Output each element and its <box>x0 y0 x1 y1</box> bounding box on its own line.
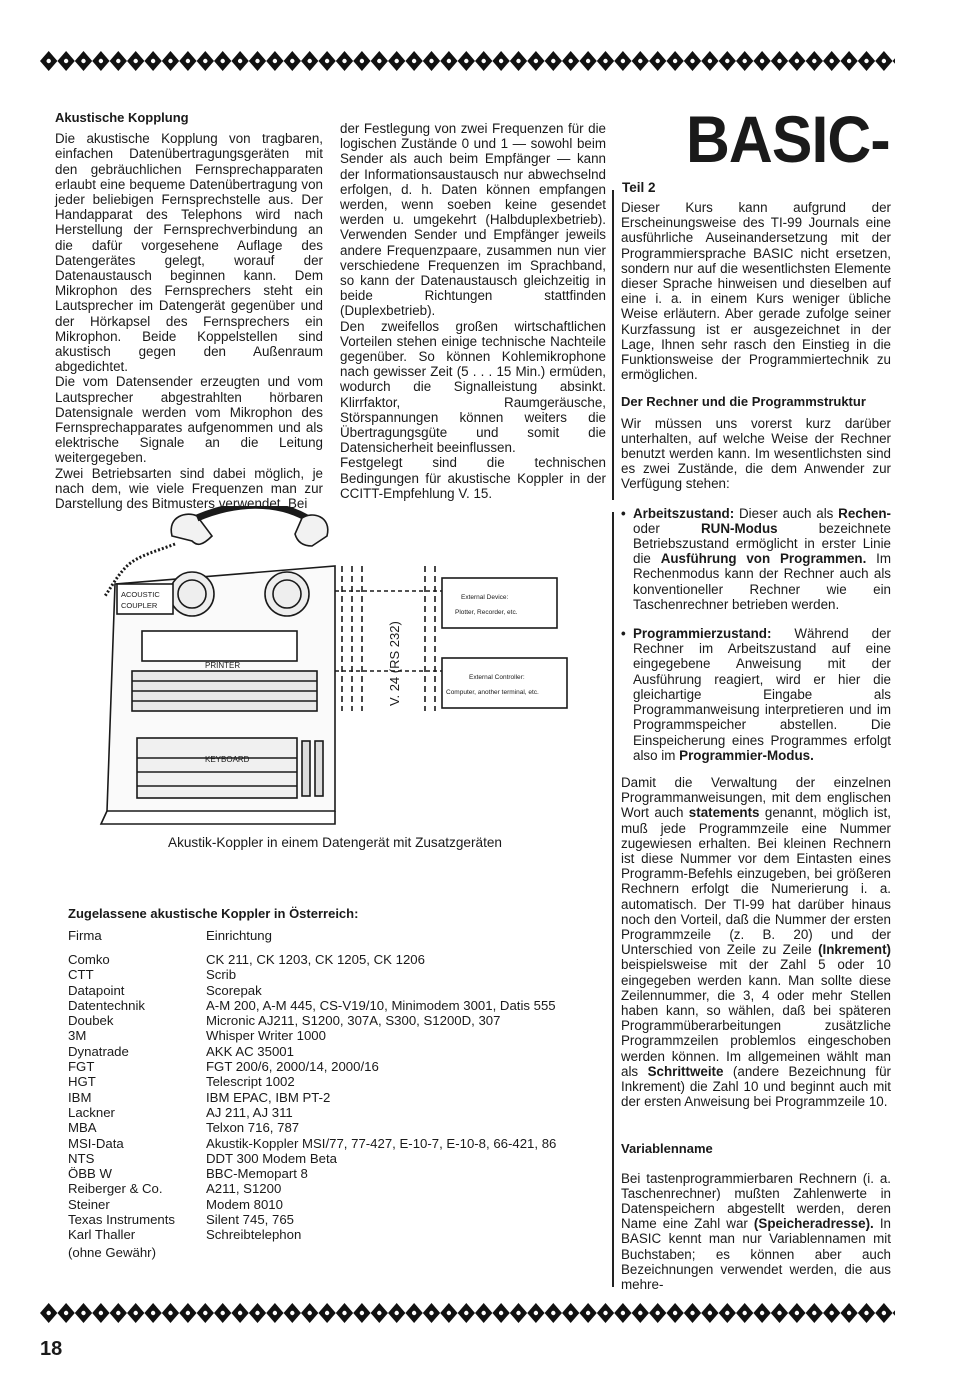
cell-einrichtung: FGT 200/6, 2000/14, 2000/16 <box>206 1059 379 1075</box>
diamond-ornament-center <box>464 59 468 63</box>
table-row <box>68 998 588 1013</box>
diamond-ornament-center <box>725 1311 729 1315</box>
left-column <box>55 110 323 511</box>
diamond-ornament-center <box>47 1311 51 1315</box>
external-controller-box <box>442 658 567 708</box>
cell-firma: Datentechnik <box>68 997 145 1013</box>
table-row <box>68 1136 588 1151</box>
cell-firma: Steiner <box>68 1196 110 1212</box>
diamond-ornament-center <box>812 59 816 63</box>
table-row <box>68 967 588 982</box>
cell-firma: Datapoint <box>68 982 125 998</box>
cell-firma: Dynatrade <box>68 1043 129 1059</box>
diamond-ornament-center <box>569 1311 573 1315</box>
diamond-ornament-center <box>308 1311 312 1315</box>
cell-einrichtung: Telxon 716, 787 <box>206 1120 300 1136</box>
article-title: BASIC- <box>686 102 890 176</box>
diamond-ornament-center <box>795 59 799 63</box>
cell-firma: Doubek <box>68 1013 114 1029</box>
bullet-dot: • <box>621 505 626 521</box>
right-para3: Bei tastenprogrammierbaren Rechnern (i. a. Taschenrechner) mußten Zahlenwerte in Datenspeichern abgestellt werden, deren Name eine Zahl war (Speicheradresse). In BASIC kennt man nur Variablennamen mit Buchstaben; es können aber auch Bezeichnungen verwendet werden, die aus mehre- <box>621 1170 891 1292</box>
diamond-ornament-center <box>743 59 747 63</box>
diamond-ornament-center <box>395 59 399 63</box>
diamond-ornament-center <box>238 1311 242 1315</box>
diamond-ornament-center <box>864 1311 868 1315</box>
diamond-ornament-center <box>308 59 312 63</box>
cell-einrichtung: AJ 211, AJ 311 <box>206 1104 293 1120</box>
diamond-ornament-center <box>395 1311 399 1315</box>
table-header-row <box>68 928 588 952</box>
device-base <box>101 811 335 824</box>
cell-einrichtung: IBM EPAC, IBM PT-2 <box>206 1089 331 1105</box>
acoustic-label: ACOUSTIC <box>121 590 160 599</box>
diamond-ornament-center <box>168 59 172 63</box>
diamond-ornament-center <box>882 1311 886 1315</box>
table-row <box>68 1197 588 1212</box>
diamond-ornament-center <box>64 59 68 63</box>
table-row <box>68 983 588 998</box>
diamond-ornament-center <box>760 1311 764 1315</box>
diamond-ornament-center <box>221 59 225 63</box>
right-para2: Damit die Verwaltung der einzelnen Programmanweisungen, mit dem englischen Wort auch statements genannt, möglich ist, muß jede Programmzeile eine Nummer zugewiesen erhalten. Bei kleinen Rechnern ist diese Nummer vor dem Eintasten eines Programm-Befehls einzugeben, bei größeren Rechnern erfolgt die Numerierung i. a. automatisch. Der TI-99 hat darüber hinaus noch den Vorteil, daß die Nummer der ersten Programmzeile (z. B. 20) und der Unterschied von Zeile zu Zeile (Inkrement) beispielsweise mit der Zahl 5 oder 10 eingegeben werden kann. Man sollte diese Zeilennummer, die 3, 4 oder mehr Stellen haben kann, so wählen, daß bei späteren Programmüberarbeitungen zusätzliche Programmzeilen problemlos eingeschoben werden können. Im allgemeinen wählt man als Schrittweite (andere Bezeichnung für Inkrement) die Zahl 10 und beginnt auch mit der ersten Anweisung bei Programmzeile 10. <box>621 774 891 1110</box>
diamond-ornament-center <box>290 1311 294 1315</box>
diamond-ornament-center <box>134 1311 138 1315</box>
diamond-ornament-center <box>621 59 625 63</box>
table-row <box>68 1181 588 1196</box>
printer-label: PRINTER <box>205 661 241 670</box>
diamond-ornament-center <box>290 59 294 63</box>
diamond-ornament-center <box>690 1311 694 1315</box>
diamond-ornament-center <box>168 1311 172 1315</box>
diamond-ornament-center <box>186 59 190 63</box>
diamond-ornament-center <box>847 1311 851 1315</box>
vertical-rule-top <box>612 190 614 500</box>
diamond-ornament-center <box>64 1311 68 1315</box>
diamond-ornament-center <box>603 1311 607 1315</box>
diamond-ornament-center <box>534 59 538 63</box>
table-row <box>68 1013 588 1028</box>
diamond-ornament-center <box>238 59 242 63</box>
diamond-ornament-center <box>777 59 781 63</box>
diamond-ornament-center <box>656 59 660 63</box>
ext-controller-line2: Computer, another terminal, etc. <box>446 689 539 696</box>
diamond-ornament-center <box>447 1311 451 1315</box>
diamond-ornament-center <box>586 1311 590 1315</box>
cell-einrichtung: Modem 8010 <box>206 1196 283 1212</box>
bullet-text: Programmierzustand: Während der Rechner im Arbeitszustand auf eine eingegebene Anweisung mit der Ausführung reagiert, wird er hier die gleichartige Eingabe als Programmanweisung interpretieren und im Programmspeicher abstellen. Die Einspeicherung eines Programmes erfolgt also im Programmier-Modus. <box>633 626 891 763</box>
cell-firma: Comko <box>68 952 110 967</box>
diamond-ornament-center <box>638 1311 642 1315</box>
diamond-ornament <box>893 1303 895 1323</box>
diamond-ornament-center <box>273 1311 277 1315</box>
diamond-ornament-center <box>412 59 416 63</box>
cell-firma: Texas Instruments <box>68 1212 176 1228</box>
coupler-diagram <box>97 506 583 831</box>
diamond-ornament-center <box>81 59 85 63</box>
diamond-ornament-center <box>151 1311 155 1315</box>
cell-einrichtung: Telescript 1002 <box>206 1074 295 1090</box>
coupler-table <box>68 928 588 1243</box>
diamond-ornament-center <box>708 1311 712 1315</box>
diamond-ornament-center <box>516 59 520 63</box>
diamond-ornament-center <box>690 59 694 63</box>
table-row <box>68 952 588 967</box>
table-row <box>68 1105 588 1120</box>
cell-einrichtung: CK 211, CK 1203, CK 1205, CK 1206 <box>206 952 425 967</box>
diamond-ornament-center <box>708 59 712 63</box>
diamond-ornament-center <box>864 59 868 63</box>
diamond-ornament-center <box>99 1311 103 1315</box>
diamond-ornament-center <box>47 59 51 63</box>
diamond-ornament-center <box>516 1311 520 1315</box>
diamond-ornament-center <box>830 59 834 63</box>
diamond-ornament-center <box>743 1311 747 1315</box>
diamond-ornament-center <box>203 59 207 63</box>
right-intro: Dieser Kurs kann aufgrund der Erscheinungsweise des TI-99 Journals eine ausführliche Auseinandersetzung mit der Programmiersprache BASIC nicht ersetzen, sondern nur auf die wesentlichsten Elemente dieser Sprache hinweisen und dieselben auf eine i. a. in einem Kurs weniger übliche Weise erläutern. Aber gerade zufolge seiner Kurzfassung ist er ausgezeichnet in der Lage, Ihnen sehr rasch den Einstieg in die Funktionsweise der Programmiertechnik zu ermöglichen. <box>621 200 891 383</box>
table-row <box>68 1166 588 1181</box>
diamond-ornament-center <box>81 1311 85 1315</box>
bullet-dot: • <box>621 626 626 642</box>
diamond-ornament-center <box>586 59 590 63</box>
cell-firma: Karl Thaller <box>68 1227 136 1243</box>
header-firma: Firma <box>68 928 102 943</box>
table-row <box>68 1059 588 1074</box>
diamond-ornament-center <box>725 59 729 63</box>
diamond-ornament-center <box>830 1311 834 1315</box>
ext-device-line1: External Device: <box>461 594 509 601</box>
diamond-ornament-center <box>116 1311 120 1315</box>
right-para1: Wir müssen uns vorerst kurz darüber unterhalten, auf welche Weise der Rechner benutzt werden kann. Im wesentlichsten sind es zwei Zustände, die dem Anwender zur Verfügung stehen: <box>621 415 891 492</box>
bullet-programmierzustand <box>621 626 891 763</box>
diamond-ornament-center <box>342 1311 346 1315</box>
coupler-cup-right <box>265 572 309 616</box>
diamond-ornament-center <box>464 1311 468 1315</box>
diamond-ornament-center <box>429 59 433 63</box>
bullet-arbeitszustand <box>621 506 891 612</box>
diamond-ornament-center <box>203 1311 207 1315</box>
diamond-pattern-top <box>40 50 895 72</box>
diamond-ornament-center <box>134 59 138 63</box>
diamond-ornament-center <box>116 59 120 63</box>
v24-label: V. 24 (RS 232) <box>387 621 402 706</box>
ext-device-line2: Plotter, Recorder, etc. <box>455 609 518 616</box>
diamond-ornament-center <box>221 1311 225 1315</box>
cell-einrichtung: Whisper Writer 1000 <box>206 1028 326 1044</box>
cell-firma: FGT <box>68 1059 95 1075</box>
bullet-text: Arbeitszustand: Dieser auch als Rechen- oder RUN-Modus bezeichnete Betriebszustand ermöglicht in erster Linie die Ausführung von Programmen. Im Rechenmodus kann der Rechner auch als konventioneller Rechner wie ein Taschenrechner betrieben werden. <box>633 505 891 612</box>
table-row <box>68 1028 588 1043</box>
diamond-ornament-center <box>429 1311 433 1315</box>
diamond-ornament-center <box>499 1311 503 1315</box>
page-number: 18 <box>40 1338 63 1360</box>
header-einrichtung: Einrichtung <box>206 928 272 943</box>
table-row <box>68 1227 588 1242</box>
right-heading-rechner: Der Rechner und die Programmstruktur <box>621 394 866 410</box>
cell-einrichtung: AKK AC 35001 <box>206 1043 294 1059</box>
keyboard-label: KEYBOARD <box>205 755 250 764</box>
cell-einrichtung: BBC-Memopart 8 <box>206 1166 308 1182</box>
table-title: Zugelassene akustische Koppler in Österreich: <box>68 906 359 921</box>
diamond-ornament-center <box>551 1311 555 1315</box>
diamond-ornament-center <box>255 59 259 63</box>
diamond-ornament-center <box>186 1311 190 1315</box>
diamond-ornament-center <box>412 1311 416 1315</box>
diamond-ornament-center <box>482 59 486 63</box>
table-row <box>68 1074 588 1089</box>
cell-firma: MSI-Data <box>68 1135 124 1151</box>
cell-firma: CTT <box>68 967 94 983</box>
cell-einrichtung: Scrib <box>206 967 237 983</box>
left-heading: Akustische Kopplung <box>55 110 189 125</box>
cell-einrichtung: Scorepak <box>206 982 262 998</box>
cell-firma: Reiberger & Co. <box>68 1181 163 1197</box>
figure-caption: Akustik-Koppler in einem Datengerät mit Zusatzgeräten <box>168 835 502 850</box>
top-diamond-border <box>40 50 895 72</box>
diamond-ornament-center <box>760 59 764 63</box>
cell-einrichtung: DDT 300 Modem Beta <box>206 1150 337 1166</box>
diamond-ornament-center <box>882 59 886 63</box>
ext-controller-line1: External Controller: <box>469 674 525 681</box>
diamond-ornament-center <box>360 59 364 63</box>
table-row <box>68 1090 588 1105</box>
diamond-ornament-center <box>603 59 607 63</box>
handset-bar <box>197 506 307 518</box>
diamond-ornament-center <box>673 1311 677 1315</box>
coupler-cup-left <box>170 572 214 616</box>
article-subtitle: Teil 2 <box>622 180 656 195</box>
diamond-ornament-center <box>325 59 329 63</box>
cell-einrichtung: Schreibtelephon <box>206 1227 302 1243</box>
diamond-ornament-center <box>377 59 381 63</box>
diamond-ornament-center <box>569 59 573 63</box>
diamond-ornament-center <box>638 59 642 63</box>
diamond-ornament-center <box>656 1311 660 1315</box>
cell-einrichtung: Akustik-Koppler MSI/77, 77-427, E-10-7, E-10-8, 66-421, 86 <box>206 1135 557 1151</box>
diamond-ornament-center <box>360 1311 364 1315</box>
cell-firma: 3M <box>68 1028 87 1044</box>
cell-firma: ÖBB W <box>68 1166 112 1182</box>
middle-body: der Festlegung von zwei Frequenzen für die logischen Zustände 0 und 1 — sowohl beim Sender als auch beim Empfänger — kann der Informationsaustausch nur abwechselnd erfolgen, d. h. Daten können empfangen werden, wenn soeben keine gesendet werden u. umgekehrt (Halbduplexbetrieb). Verwenden Sender und Empfänger jeweils andere Frequenzpaare, zusammen nun vier verschiedene Frequenzen im Sprachband, so kann der Datenaustausch gleichzeitig in beide Richtungen stattfinden (Duplexbetrieb). Den zweifellos großen wirtschaftlichen Vorteilen stehen einige technische Nachteile gegenüber. So können Kohlemikrophone nach gewisser Zeit (5 . . . 15 Min.) ermüden, wodurch die Signalleistung absinkt. Klirrfaktor, Raumgeräusche, Störspannungen können weiters die Übertragungsgüte und somit die Datensicherheit beeinflussen. Festgelegt sind die technischen Bedingungen für akustische Koppler in der CCITT-Empfehlung V. 15. <box>340 121 606 501</box>
handset-left-cup <box>171 514 212 544</box>
diamond-ornament-center <box>482 1311 486 1315</box>
diamond-ornament-center <box>447 59 451 63</box>
keyboard-block <box>137 738 297 798</box>
diamond-ornament-center <box>673 59 677 63</box>
diamond-ornament-center <box>255 1311 259 1315</box>
right-heading-variablenname: Variablenname <box>621 1141 713 1157</box>
table-row <box>68 1120 588 1135</box>
table-row <box>68 1044 588 1059</box>
vertical-rule-bottom <box>612 512 614 1287</box>
diamond-ornament-center <box>795 1311 799 1315</box>
diamond-ornament-center <box>621 1311 625 1315</box>
cell-firma: Lackner <box>68 1104 115 1120</box>
right-column <box>621 200 891 1292</box>
cell-firma: NTS <box>68 1150 95 1166</box>
diamond-ornament-center <box>812 1311 816 1315</box>
cell-einrichtung: A-M 200, A-M 445, CS-V19/10, Minimodem 3001, Datis 555 <box>206 997 556 1013</box>
cell-firma: MBA <box>68 1120 97 1136</box>
cell-einrichtung: Silent 745, 765 <box>206 1212 294 1228</box>
middle-column <box>340 121 606 501</box>
external-device-box <box>442 578 557 628</box>
diamond-ornament-center <box>551 59 555 63</box>
cell-firma: IBM <box>68 1089 92 1105</box>
diamond-ornament-center <box>777 1311 781 1315</box>
coupler-illustration <box>97 506 583 831</box>
diamond-ornament-center <box>534 1311 538 1315</box>
cell-einrichtung: A211, S1200 <box>206 1181 282 1197</box>
diamond-ornament-center <box>325 1311 329 1315</box>
diamond-pattern-bottom <box>40 1302 895 1324</box>
handset-right-cup <box>295 515 328 546</box>
diamond-ornament-center <box>377 1311 381 1315</box>
table-note: (ohne Gewähr) <box>68 1245 156 1260</box>
cell-firma: HGT <box>68 1074 96 1090</box>
table-row <box>68 1151 588 1166</box>
cell-einrichtung: Micronic AJ211, S1200, 307A, S300, S1200D, 307 <box>206 1013 501 1029</box>
left-body: Die akustische Kopplung von tragbaren, einfachen Datenübertragungsgeräten mit den gebräuchlichen Fernsprechapparaten erlaubt eine bequeme Datenübertragung von jeder beliebigen Fernsprechstelle aus. Der Handapparat des Telephons wird nach Herstellung der Fernsprechverbindung an die dafür vorgesehene Auflage des Datengerätes gelegt, worauf der Datenaustausch beginnen kann. Dem Mikrophon des Fernsprechers steht ein Lautsprecher im Datengerät gegenüber und der Hörkapsel des Fernsprechers ein Mikrophon. Beide Koppelstellen sind akustisch gegen den Außenraum abgedichtet. Die vom Datensender erzeugten und vom Lautsprecher abgestrahlten hörbaren Datensignale werden vom Mikrophon des Fernsprechapparates aufgenommen und als elektrische Signale an die Leitung weitergegeben. Zwei Betriebsarten sind dabei möglich, je nach dem, wie viele Frequenzen man zur Darstellung des Bitmusters verwendet. Bei <box>55 131 323 512</box>
printer-slot <box>142 631 297 661</box>
diamond-ornament <box>893 51 895 71</box>
coupler-label: COUPLER <box>121 601 158 610</box>
diamond-ornament-center <box>499 59 503 63</box>
table-row <box>68 1212 588 1227</box>
diamond-ornament-center <box>151 59 155 63</box>
diamond-ornament-center <box>342 59 346 63</box>
diamond-ornament-center <box>847 59 851 63</box>
bottom-diamond-border <box>40 1302 895 1324</box>
diamond-ornament-center <box>99 59 103 63</box>
diamond-ornament-center <box>273 59 277 63</box>
